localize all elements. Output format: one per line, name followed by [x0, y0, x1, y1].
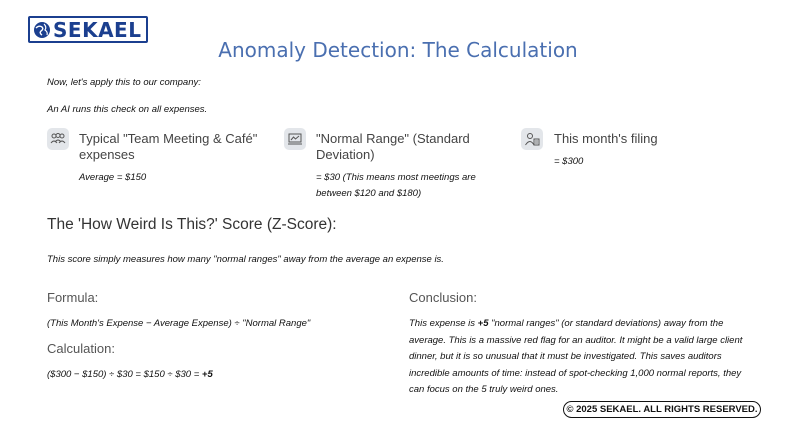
normal-range-heading-line2: Deviation): [316, 147, 375, 162]
typical-expense-heading: [79, 131, 257, 163]
conclusion-highlight: +5: [477, 318, 489, 329]
chart-icon: [284, 128, 306, 150]
globe-icon: [33, 21, 51, 39]
calculation-expression: ($300 − $150) ÷ $30 = $150 ÷ $30 =: [47, 369, 202, 380]
formula-label: Formula:: [47, 290, 99, 305]
conclusion-label: Conclusion:: [409, 290, 477, 305]
copyright-badge: © 2025 SEKAEL. ALL RIGHTS RESERVED.: [563, 401, 761, 418]
calculation-label: Calculation:: [47, 341, 115, 356]
std-dev-value-line1: = $30 (This means most meetings are: [316, 172, 476, 183]
average-value: Average = $150: [79, 172, 147, 183]
typical-expense-heading-line1: Typical "Team Meeting & Café": [79, 131, 258, 146]
calculation-text: [47, 369, 213, 380]
zscore-description: This score simply measures how many "normal ranges" away from the average an expense is.: [47, 254, 444, 265]
intro-line-1: Now, let's apply this to our company:: [47, 77, 201, 88]
std-dev-value: [316, 170, 476, 202]
std-dev-value-line2: between $120 and $180): [316, 188, 422, 199]
intro-line-2: An AI runs this check on all expenses.: [47, 104, 208, 115]
page-title: Anomaly Detection: The Calculation: [218, 38, 578, 62]
logo-text: SEKAEL: [53, 17, 142, 42]
monthly-filing-value: = $300: [554, 156, 584, 167]
conclusion-text: [409, 316, 749, 399]
monthly-filing-heading: This month's filing: [554, 131, 658, 146]
zscore-heading: The 'How Weird Is This?' Score (Z-Score):: [47, 216, 337, 233]
conclusion-body: "normal ranges" (or standard deviations) away from the average. This is a massive red flag for an auditor. It might be a valid large client dinner, but it is so unusual that it must be investigated. This saves auditors incredible amounts of time: instead of spot-checking 1,000 normal reports, they can focus on the 5 truly weird ones.: [409, 318, 743, 395]
people-icon: [47, 128, 69, 150]
formula-text: (This Month's Expense − Average Expense) ÷ "Normal Range": [47, 318, 311, 329]
conclusion-prefix: This expense is: [409, 318, 478, 329]
calculation-result: +5: [201, 369, 213, 380]
normal-range-heading: [316, 131, 470, 163]
user-report-icon: [521, 128, 543, 150]
typical-expense-heading-line2: expenses: [79, 147, 135, 162]
normal-range-heading-line1: "Normal Range" (Standard: [316, 131, 470, 146]
